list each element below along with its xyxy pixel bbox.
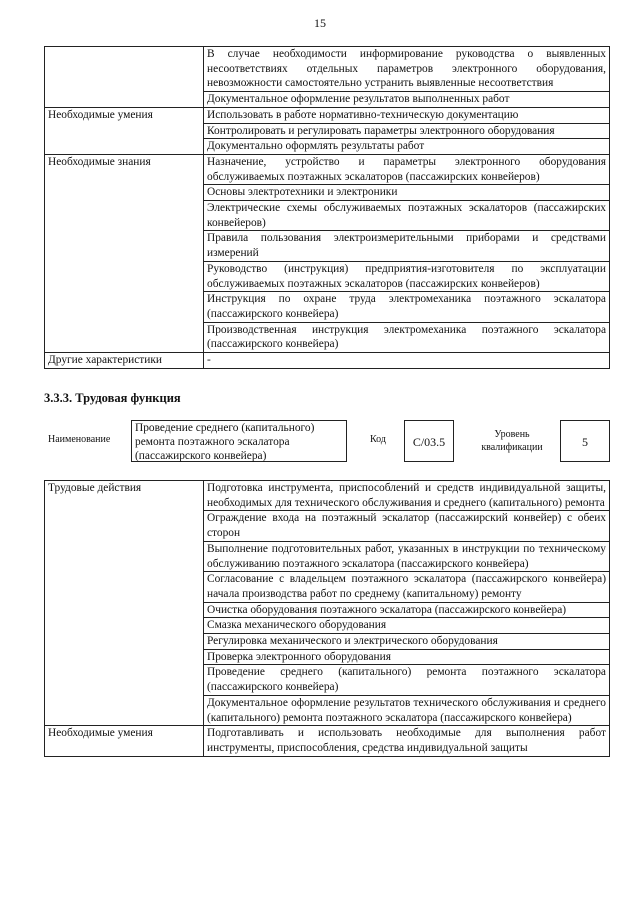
level-label: Уровень квалификации — [481, 429, 543, 453]
page-number: 15 — [314, 16, 326, 30]
row-item-text: Руководство (инструкция) предприятия-изготовителя по эксплуатации обслуживаемых поэтажных эскалаторов (пассажирских конвейеров) — [204, 261, 610, 291]
row-item-text: Правила пользования электроизмерительными приборами и средствами измерений — [204, 231, 610, 261]
row-item-text: Назначение, устройство и параметры электронного оборудования обслуживаемых поэтажных эскалаторов (пассажирских конвейеров) — [204, 154, 610, 184]
competency-table-continued — [44, 46, 610, 369]
table-row — [45, 154, 610, 184]
labor-function-table — [44, 480, 610, 757]
row-group-label: Другие характеристики — [45, 353, 204, 369]
name-label: Наименование — [48, 434, 111, 445]
code-value: C/03.5 — [404, 420, 454, 462]
table-row — [45, 353, 610, 369]
table-row — [45, 481, 610, 511]
row-item-text: Производственная инструкция электромеханика поэтажного эскалатора (пассажирского конвейера) — [204, 322, 610, 352]
row-item-text: - — [204, 353, 610, 369]
row-item-text: Проверка электронного оборудования — [204, 649, 610, 665]
row-item-text: Инструкция по охране труда электромеханика поэтажного эскалатора (пассажирского конвейера) — [204, 292, 610, 322]
function-header — [44, 420, 610, 468]
row-item-text: Документальное оформление результатов выполненных работ — [204, 92, 610, 108]
row-item-text: Документальное оформление результатов технического обслуживания и среднего (капитального) ремонта поэтажного эскалатора (пассажирского конвейера) — [204, 695, 610, 725]
row-item-text: Очистка оборудования поэтажного эскалатора (пассажирского конвейера) — [204, 602, 610, 618]
row-item-text: Контролировать и регулировать параметры электронного оборудования — [204, 123, 610, 139]
row-item-text: Проведение среднего (капитального) ремонта поэтажного эскалатора (пассажирского конвейера) — [204, 665, 610, 695]
row-item-text: Выполнение подготовительных работ, указанных в инструкции по техническому обслуживанию поэтажного эскалатора (пассажирского конвейера) — [204, 541, 610, 571]
table-row — [45, 47, 610, 92]
table-row — [45, 726, 610, 756]
row-item-text: В случае необходимости информирование руководства о выявленных несоответствиях отдельных параметров электронного оборудования, невозможности самостоятельно устранить выявленные несоответствия — [204, 47, 610, 92]
row-group-label: Необходимые знания — [45, 154, 204, 352]
row-item-text: Регулировка механического и электрического оборудования — [204, 634, 610, 650]
name-value: Проведение среднего (капитального) ремонта поэтажного эскалатора (пассажирского конвейера) — [131, 420, 347, 462]
row-item-text: Подготовка инструмента, приспособлений и средств индивидуальной защиты, необходимых для технического обслуживания и среднего (капитального) ремонта — [204, 481, 610, 511]
row-item-text: Документально оформлять результаты работ — [204, 139, 610, 155]
section-title: 3.3.3. Трудовая функция — [44, 391, 181, 405]
row-group-label: Необходимые умения — [45, 726, 204, 756]
row-item-text: Смазка механического оборудования — [204, 618, 610, 634]
row-item-text: Согласование с владельцем поэтажного эскалатора (пассажирского конвейера) начала производства работ по среднему (капитальному) ремонту — [204, 572, 610, 602]
row-item-text: Ограждение входа на поэтажный эскалатор (пассажирский конвейер) с обеих сторон — [204, 511, 610, 541]
row-group-label: Необходимые умения — [45, 107, 204, 154]
row-item-text: Электрические схемы обслуживаемых поэтажных эскалаторов (пассажирских конвейеров) — [204, 201, 610, 231]
row-item-text: Использовать в работе нормативно-техническую документацию — [204, 107, 610, 123]
table-row — [45, 107, 610, 123]
row-item-text: Основы электротехники и электроники — [204, 185, 610, 201]
row-group-label — [45, 47, 204, 108]
code-label: Код — [370, 434, 386, 445]
level-value: 5 — [560, 420, 610, 462]
row-item-text: Подготавливать и использовать необходимые для выполнения работ инструменты, приспособления, средства индивидуальной защиты — [204, 726, 610, 756]
row-group-label: Трудовые действия — [45, 481, 204, 726]
